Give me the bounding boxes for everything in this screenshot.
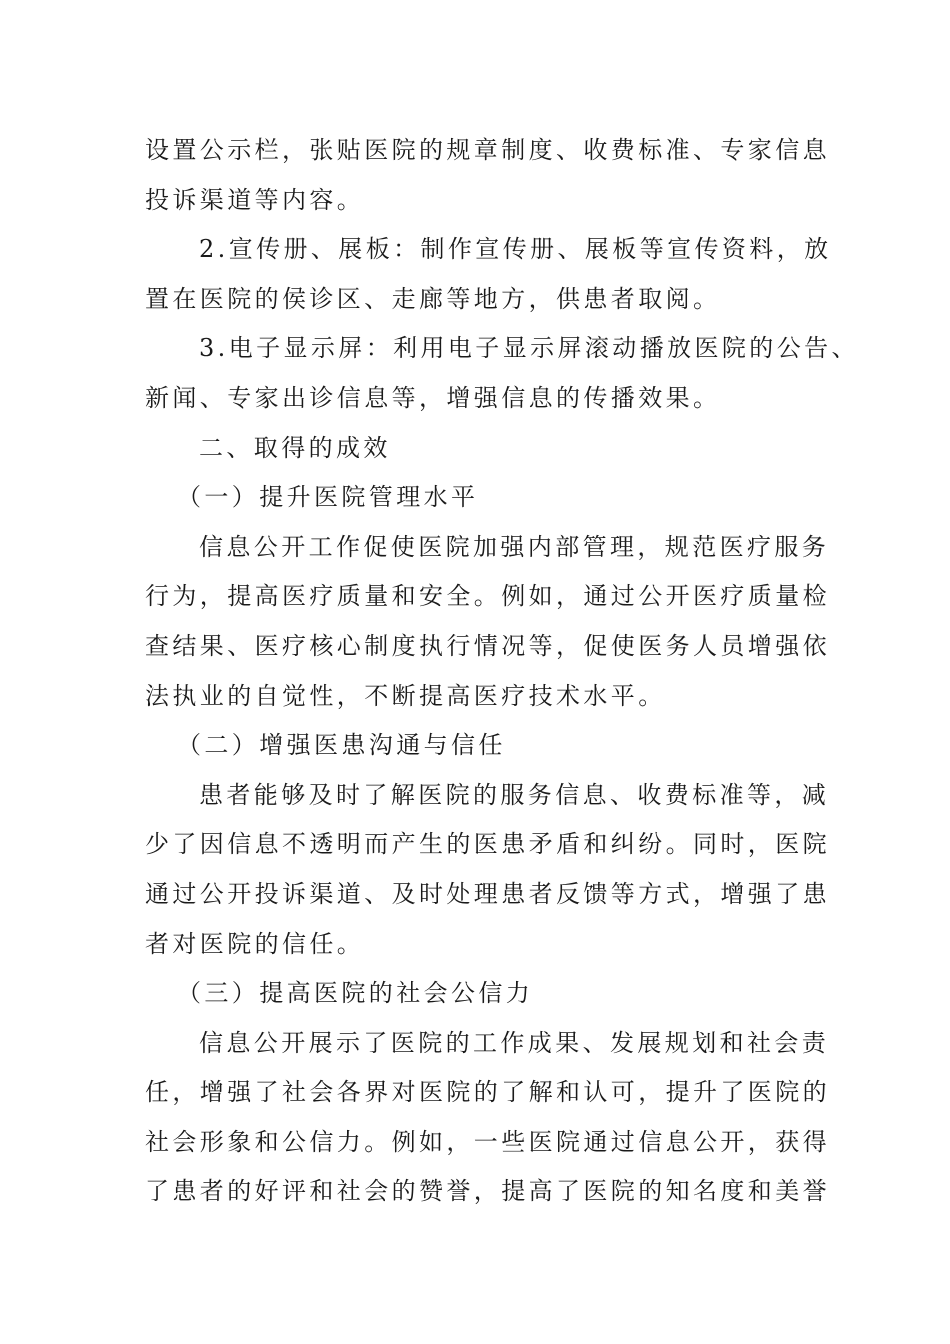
text-line: 置在医院的侯诊区、走廊等地方，供患者取阅。 — [145, 284, 721, 313]
text-line: 信息公开工作促使医院加强内部管理，规范医疗服务 — [199, 532, 830, 561]
text-line: 2.宣传册、展板：制作宣传册、展板等宣传资料，放 — [199, 235, 832, 264]
text-line: 设置公示栏，张贴医院的规章制度、收费标准、专家信息 — [145, 136, 830, 164]
text-line: 了患者的好评和社会的赞誉，提高了医院的知名度和美誉 — [145, 1177, 830, 1206]
text-line: 信息公开展示了医院的工作成果、发展规划和社会责 — [199, 1028, 830, 1057]
text-line: 患者能够及时了解医院的服务信息、收费标准等，减 — [199, 780, 830, 809]
text-line: 法执业的自觉性，不断提高医疗技术水平。 — [145, 681, 666, 710]
text-line: 社会形象和公信力。例如，一些医院通过信息公开，获得 — [145, 1127, 830, 1156]
text-line: 新闻、专家出诊信息等，增强信息的传播效果。 — [145, 383, 721, 412]
text-line: 任，增强了社会各界对医院的了解和认可，提升了医院的 — [145, 1078, 830, 1107]
text-line: 者对医院的信任。 — [145, 929, 365, 958]
subsection-heading: （三）提高医院的社会公信力 — [177, 979, 534, 1008]
text-line: 行为，提高医疗质量和安全。例如，通过公开医疗质量检 — [145, 582, 830, 611]
text-line: 少了因信息不透明而产生的医患矛盾和纠纷。同时，医院 — [145, 830, 830, 859]
subsection-heading: （一）提升医院管理水平 — [177, 483, 479, 512]
text-line: 3.电子显示屏：利用电子显示屏滚动播放医院的公告、 — [199, 334, 859, 363]
text-line: 查结果、医疗核心制度执行情况等，促使医务人员增强依 — [145, 631, 830, 660]
text-line: 投诉渠道等内容。 — [145, 185, 365, 214]
subsection-heading: （二）增强医患沟通与信任 — [177, 731, 506, 760]
document-body — [145, 126, 859, 1217]
text-line: 通过公开投诉渠道、及时处理患者反馈等方式，增强了患 — [145, 879, 830, 908]
section-heading: 二、取得的成效 — [199, 433, 391, 462]
